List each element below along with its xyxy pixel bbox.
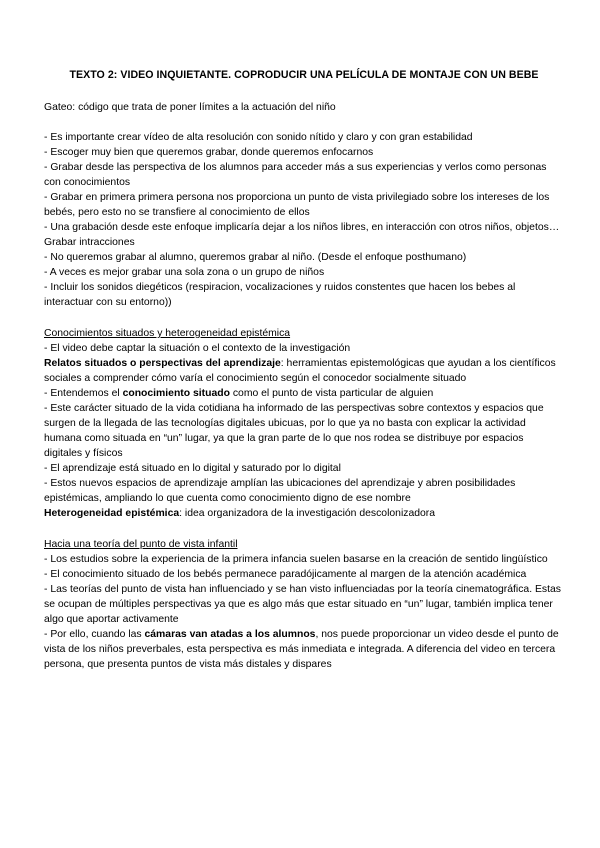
paragraph-text: como el punto de vista particular de alguien bbox=[229, 388, 434, 399]
paragraph: - El conocimiento situado de los bebés permanece paradójicamente al margen de la atención académica bbox=[44, 569, 527, 580]
paragraph: - El aprendizaje está situado en lo digital y saturado por lo digital bbox=[44, 463, 341, 474]
list-item: - Es importante crear vídeo de alta resolución con sonido nítido y claro y con gran estabilidad bbox=[44, 132, 473, 143]
paragraph-text: : herramientas epistemológicas que ayudan a los científicos sociales a comprender cómo varía el conocimiento según el conocedor socialmente situado bbox=[44, 358, 556, 384]
paragraph-text: - Entendemos el bbox=[44, 388, 123, 399]
list-item: - Una grabación desde este enfoque implicaría dejar a los niños libres, en interacción con otros niños, objetos… Grabar intracciones bbox=[44, 222, 560, 248]
paragraph: - Este carácter situado de la vida cotidiana ha informado de las perspectivas sobre contextos y espacios que surgen de la llegada de las tecnologías digitales ubicuas, por lo que ya no basta con explicar la actividad humana como situada en “un” lugar, ya que la gran parte de lo que nos rodea se distribuye por espacios digitales y físicos bbox=[44, 403, 544, 459]
paragraph-text: : idea organizadora de la investigación descolonizadora bbox=[179, 508, 436, 519]
paragraph: - Estos nuevos espacios de aprendizaje amplían las ubicaciones del aprendizaje y abren posibilidades epistémicas, ampliando lo que cuenta como conocimiento digno de ese nombre bbox=[44, 478, 516, 504]
bold-term: conocimiento situado bbox=[122, 388, 230, 399]
bold-term: cámaras van atadas a los alumnos bbox=[144, 629, 316, 640]
paragraph-text: , nos puede proporcionar un video desde el punto de vista de los niños preverbales, esta perspectiva es más inmediata e integrada. A diferencia del video en tercera persona, que presenta puntos de vista más distales y dispares bbox=[44, 629, 559, 670]
section-heading: Conocimientos situados y heterogeneidad epistémica bbox=[44, 328, 291, 339]
section-infant-viewpoint bbox=[44, 537, 564, 672]
paragraph-text: - Por ello, cuando las bbox=[44, 629, 145, 640]
spacer bbox=[44, 521, 564, 537]
list-item: - Grabar en primera primera persona nos proporciona un punto de vista privilegiado sobre los intereses de los bebés, pero esto no se transfiere al conocimiento de ellos bbox=[44, 192, 550, 218]
document-title: TEXTO 2: VIDEO INQUIETANTE. COPRODUCIR UNA PELÍCULA DE MONTAJE CON UN BEBE bbox=[69, 69, 539, 81]
list-item: - Incluir los sonidos diegéticos (respiracion, vocalizaciones y ruidos constentes que hacen los bebes al interactuar con su entorno)) bbox=[44, 282, 516, 308]
recording-guidelines-list bbox=[44, 130, 564, 310]
list-item: - Grabar desde las perspectiva de los alumnos para acceder más a sus experiencias y verlos como personas con conocimientos bbox=[44, 162, 547, 188]
spacer bbox=[44, 310, 564, 326]
paragraph bbox=[44, 356, 564, 386]
paragraph: - Los estudios sobre la experiencia de la primera infancia suelen basarse en la creación de sentido lingüístico bbox=[44, 554, 548, 565]
bold-term: Heterogeneidad epistémica bbox=[44, 508, 180, 519]
section-situated-knowledge bbox=[44, 326, 564, 521]
list-item: - Escoger muy bien que queremos grabar, donde queremos enfocarnos bbox=[44, 147, 374, 158]
paragraph: - Las teorías del punto de vista han influenciado y se han visto influenciadas por la teoría cinematográfica. Estas se ocupan de múltiples perspectivas ya que es algo más que estar situado en “un” lugar, también implica tener algo que aportar activamente bbox=[44, 584, 561, 625]
bold-term: Relatos situados o perspectivas del aprendizaje bbox=[44, 358, 281, 369]
intro-paragraph: Gateo: código que trata de poner límites a la actuación del niño bbox=[44, 102, 336, 113]
section-heading: Hacia una teoría del punto de vista infantil bbox=[44, 539, 238, 550]
paragraph bbox=[44, 506, 564, 521]
spacer bbox=[44, 115, 564, 130]
paragraph bbox=[44, 627, 564, 672]
paragraph bbox=[44, 386, 564, 401]
paragraph: - El video debe captar la situación o el contexto de la investigación bbox=[44, 343, 351, 354]
list-item: - No queremos grabar al alumno, queremos grabar al niño. (Desde el enfoque posthumano) bbox=[44, 252, 467, 263]
list-item: - A veces es mejor grabar una sola zona o un grupo de niños bbox=[44, 267, 325, 278]
document-page bbox=[44, 68, 564, 672]
